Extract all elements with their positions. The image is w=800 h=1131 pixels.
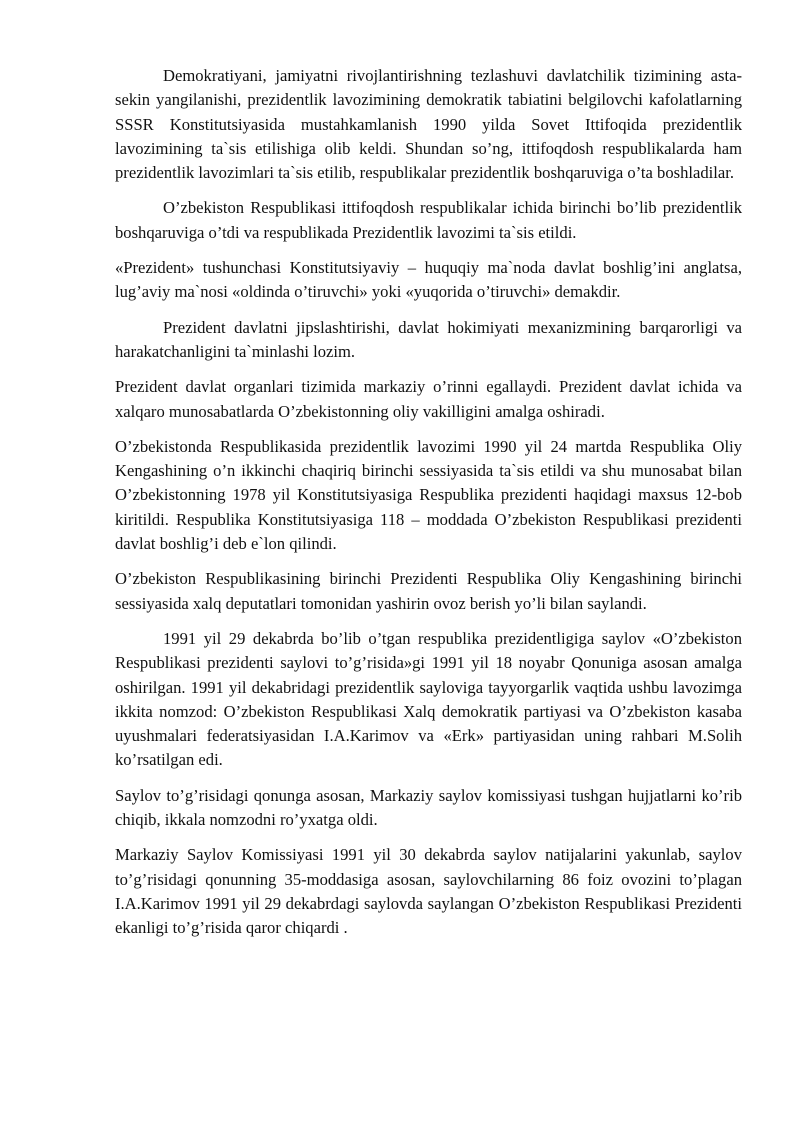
document-page: [115, 64, 742, 952]
paragraph: O’zbekiston Respublikasi ittifoqdosh respublikalar ichida birinchi bo’lib prezidentlik boshqaruviga o’tdi va respublikada Prezidentlik lavozimi ta`sis etildi.: [115, 198, 742, 242]
paragraph: Saylov to’g’risidagi qonunga asosan, Markaziy saylov komissiyasi tushgan hujjatlarni ko’rib chiqib, ikkala nomzodni ro’yxatga oldi.: [115, 785, 742, 830]
paragraph: Demokratiyani, jamiyatni rivojlantirishning tezlashuvi davlatchilik tizimining asta-sekin yangilanishi, prezidentlik lavozimining demokratik tabiatini belgilovchi kafolatlarning SSSR Konstitutsiyasida mustahkamlanish 1990 yilda Sovet Ittifoqida prezidentlik lavozimining ta`sis etilishiga olib keldi. Shundan so’ng, ittifoqdosh respublikalarda ham prezidentlik lavozimlari ta`sis etilib, respublikalar prezidentlik boshqaruviga o’ta boshladilar.: [115, 66, 742, 183]
paragraph: Markaziy Saylov Komissiyasi 1991 yil 30 dekabrda saylov natijalarini yakunlab, saylov to’g’risidagi qonunning 35-moddasiga asosan, saylovchilarning 86 foiz ovozini to’plagan I.A.Karimov 1991 yil 29 dekabrdagi saylovda saylangan O’zbekiston Respublikasi Prezidenti ekanligi to’g’risida qaror chiqardi .: [115, 845, 742, 938]
paragraph: Prezident davlat organlari tizimida markaziy o’rinni egallaydi. Prezident davlat ichida va xalqaro munosabatlarda O’zbekistonning oliy vakilligini amalga oshiradi.: [115, 377, 742, 421]
paragraph: «Prezident» tushunchasi Konstitutsiyaviy – huquqiy ma`noda davlat boshlig’ini anglatsa, lug’aviy ma`nosi «oldinda o’tiruvchi» yoki «yuqorida o’tiruvchi» demakdir.: [115, 258, 742, 302]
paragraph: O’zbekistonda Respublikasida prezidentlik lavozimi 1990 yil 24 martda Respublika Oliy Kengashining o’n ikkinchi chaqiriq birinchi sessiyasida ta`sis etildi va shu munosabat bilan O’zbekistonning 1978 yil Konstitutsiyasiga Respublika prezidenti haqidagi maxsus 12-bob kiritildi. Respublika Konstitutsiyasiga 118 – moddada O’zbekiston Respublikasi prezidenti davlat boshlig’i deb e`lon qilindi.: [115, 436, 742, 554]
paragraph: O’zbekiston Respublikasining birinchi Prezidenti Respublika Oliy Kengashining birinchi sessiyasida xalq deputatlari tomonidan yashirin ovoz berish yo’li bilan saylandi.: [115, 569, 742, 613]
paragraph: 1991 yil 29 dekabrda bo’lib o’tgan respublika prezidentligiga saylov «O’zbekiston Respublikasi prezidenti saylovi to’g’risida»gi 1991 yil 18 noyabr Qonuniga asosan amalga oshirilgan. 1991 yil dekabridagi prezidentlik sayloviga tayyorgarlik vaqtida ushbu lavozimga ikkita nomzod: O’zbekiston Respublikasi Xalq demokratik partiyasi va O’zbekiston kasaba uyushmalari federatsiyasidan I.A.Karimov va «Erk» partiyasidan uning rahbari M.Solih ko’rsatilgan edi.: [115, 628, 742, 770]
paragraph: Prezident davlatni jipslashtirishi, davlat hokimiyati mexanizmining barqarorligi va harakatchanligini ta`minlashi lozim.: [115, 317, 742, 361]
